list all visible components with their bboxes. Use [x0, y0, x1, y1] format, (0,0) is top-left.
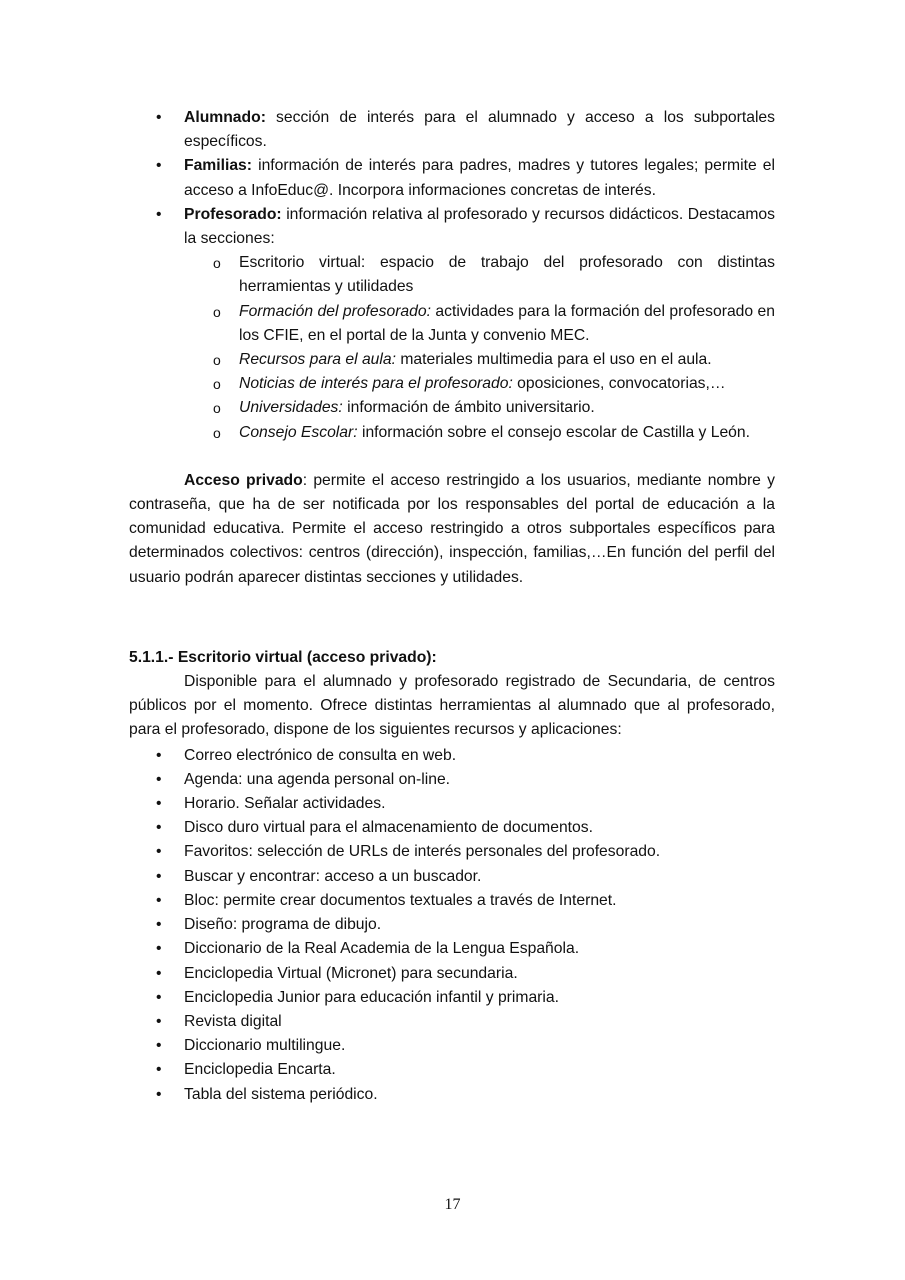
private-access-text: : permite el acceso restringido a los usuarios, mediante nombre y contraseña, que ha de ser notificada por los responsables del portal de educación a la comunidad educativa. Permite el acceso restringido a otros subportales específicos para determinados colectivos: centros (dirección), inspección, familias,…En función del perfil del usuario podrán aparecer distintas secciones y utilidades. [129, 471, 775, 586]
list-item [129, 1083, 775, 1107]
item-text: Tabla del sistema periódico. [184, 1085, 378, 1103]
sub-item-label: Formación del profesorado: [239, 302, 431, 320]
private-access-label: Acceso privado [184, 471, 303, 489]
list-item [129, 816, 775, 840]
bullet-icon: • [156, 819, 162, 837]
sub-item-label: Universidades: [239, 399, 343, 417]
bullet-icon: • [156, 205, 162, 223]
item-label: Familias: [184, 157, 253, 175]
circle-bullet-icon: o [213, 424, 221, 441]
item-text: Agenda: una agenda personal on-line. [184, 770, 451, 788]
item-text: Revista digital [184, 1012, 282, 1030]
sublist-item [184, 300, 775, 348]
sublist-item [184, 251, 775, 299]
bullet-icon: • [156, 988, 162, 1006]
bullet-icon: • [156, 746, 162, 764]
section-heading: 5.1.1.- Escritorio virtual (acceso privado): [129, 648, 437, 666]
list-item-familias [129, 154, 775, 202]
sublist-item [184, 396, 775, 420]
item-label: Profesorado: [184, 205, 282, 223]
bullet-icon: • [156, 916, 162, 934]
list-item [129, 744, 775, 768]
document-page [129, 106, 775, 1107]
item-text: Enciclopedia Junior para educación infantil y primaria. [184, 988, 559, 1006]
item-label: Alumnado: [184, 109, 266, 126]
circle-bullet-icon: o [213, 400, 221, 417]
bullet-icon: • [156, 867, 162, 885]
sub-item-text: Escritorio virtual: espacio de trabajo del profesorado con distintas herramientas y utilidades [239, 254, 775, 296]
item-text: Diccionario multilingue. [184, 1037, 346, 1055]
bullet-icon: • [156, 795, 162, 813]
circle-bullet-icon: o [213, 303, 221, 320]
list-item [129, 792, 775, 816]
item-text: Disco duro virtual para el almacenamiento de documentos. [184, 819, 593, 837]
sub-item-text: actividades para la formación del profesorado en los CFIE, en el portal de la Junta y convenio MEC. [239, 302, 775, 344]
profesorado-sublist [184, 251, 775, 445]
bullet-icon: • [156, 1037, 162, 1055]
circle-bullet-icon: o [213, 352, 221, 369]
sublist-item [184, 348, 775, 372]
bullet-icon: • [156, 1085, 162, 1103]
item-text: Diseño: programa de dibujo. [184, 916, 382, 934]
bullet-icon: • [156, 109, 162, 126]
sub-item-label: Recursos para el aula: [239, 351, 396, 369]
resources-list [129, 744, 775, 1107]
bullet-icon: • [156, 1061, 162, 1079]
bullet-icon: • [156, 940, 162, 958]
bullet-icon: • [156, 891, 162, 909]
portal-sections-list [129, 106, 775, 445]
sub-item-text: información de ámbito universitario. [342, 399, 595, 417]
sub-item-text: información sobre el consejo escolar de Castilla y León. [357, 423, 750, 441]
sublist-item [184, 372, 775, 396]
item-text: Correo electrónico de consulta en web. [184, 746, 457, 764]
list-item [129, 986, 775, 1010]
item-text: Diccionario de la Real Academia de la Lengua Española. [184, 940, 580, 958]
list-item-profesorado [129, 203, 775, 445]
page-number: 17 [444, 1196, 461, 1213]
section-intro: Disponible para el alumnado y profesorado registrado de Secundaria, de centros públicos por el momento. Ofrece distintas herramientas al alumnado que al profesorado, para el profesorado, dispone de los siguientes recursos y aplicaciones: [129, 673, 775, 739]
sub-item-label: Noticias de interés para el profesorado: [239, 375, 513, 393]
sub-item-text: materiales multimedia para el uso en el aula. [395, 351, 712, 369]
list-item [129, 840, 775, 864]
item-text: información relativa al profesorado y recursos didácticos. Destacamos la secciones: [184, 205, 775, 248]
sub-item-text: oposiciones, convocatorias,… [512, 375, 726, 393]
bullet-icon: • [156, 157, 162, 175]
list-item [129, 889, 775, 913]
private-access-paragraph [129, 469, 775, 590]
list-item [129, 1010, 775, 1034]
list-item [129, 865, 775, 889]
item-text: Bloc: permite crear documentos textuales a través de Internet. [184, 891, 617, 909]
list-item-alumnado [129, 106, 775, 154]
item-text: Favoritos: selección de URLs de interés personales del profesorado. [184, 843, 661, 861]
bullet-icon: • [156, 1012, 162, 1030]
item-text: información de interés para padres, madres y tutores legales; permite el acceso a InfoEduc@. Incorpora informaciones concretas de interés. [184, 157, 775, 199]
list-item [129, 913, 775, 937]
list-item [129, 768, 775, 792]
list-item [129, 1058, 775, 1082]
item-text: Buscar y encontrar: acceso a un buscador. [184, 867, 482, 885]
circle-bullet-icon: o [213, 376, 221, 393]
bullet-icon: • [156, 843, 162, 861]
sub-item-label: Consejo Escolar: [239, 423, 358, 441]
bullet-icon: • [156, 964, 162, 982]
list-item [129, 962, 775, 986]
item-text: Horario. Señalar actividades. [184, 795, 386, 813]
item-text: Enciclopedia Encarta. [184, 1061, 336, 1079]
item-text: sección de interés para el alumnado y acceso a los subportales específicos. [184, 109, 775, 151]
sublist-item [184, 421, 775, 445]
list-item [129, 1034, 775, 1058]
bullet-icon: • [156, 770, 162, 788]
item-text: Enciclopedia Virtual (Micronet) para secundaria. [184, 964, 518, 982]
list-item [129, 937, 775, 961]
circle-bullet-icon: o [213, 255, 221, 272]
